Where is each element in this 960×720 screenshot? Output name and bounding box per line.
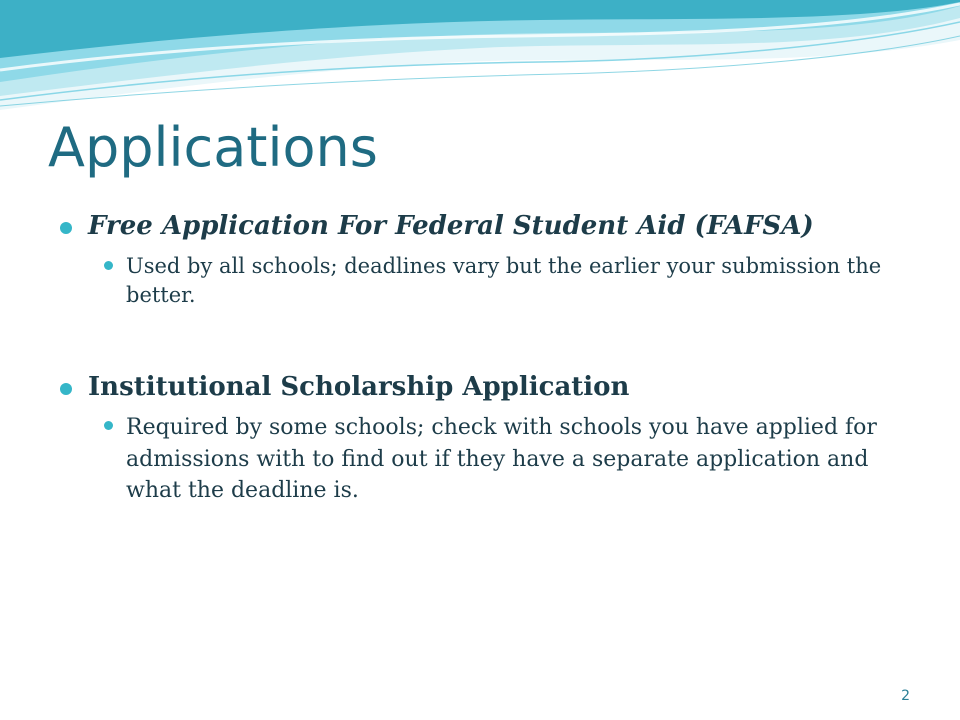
slide-title: Applications	[48, 116, 378, 179]
wave-banner-decoration	[0, 0, 960, 120]
sub-bullet-icon	[104, 261, 113, 270]
sub-bullet-icon	[104, 421, 113, 430]
bullet-fafsa	[60, 210, 920, 244]
sub-bullet-institutional-text: Required by some schools; check with schools you have applied for admissions with to find out if they have a separate application and what the deadline is.	[126, 415, 877, 504]
section-spacer	[60, 311, 920, 371]
bullet-fafsa-heading: Free Application For Federal Student Aid (FAFSA)	[88, 211, 814, 241]
slide-number: 2	[901, 688, 910, 704]
bullet-icon	[60, 383, 72, 395]
bullet-institutional	[60, 371, 920, 405]
slide-content	[60, 210, 920, 507]
sub-bullet-institutional	[60, 412, 920, 506]
sub-bullet-fafsa-text: Used by all schools; deadlines vary but the earlier your submission the better.	[126, 253, 882, 308]
bullet-institutional-heading: Institutional Scholarship Application	[88, 371, 630, 402]
bullet-icon	[60, 222, 72, 234]
sub-bullet-fafsa	[60, 252, 920, 311]
